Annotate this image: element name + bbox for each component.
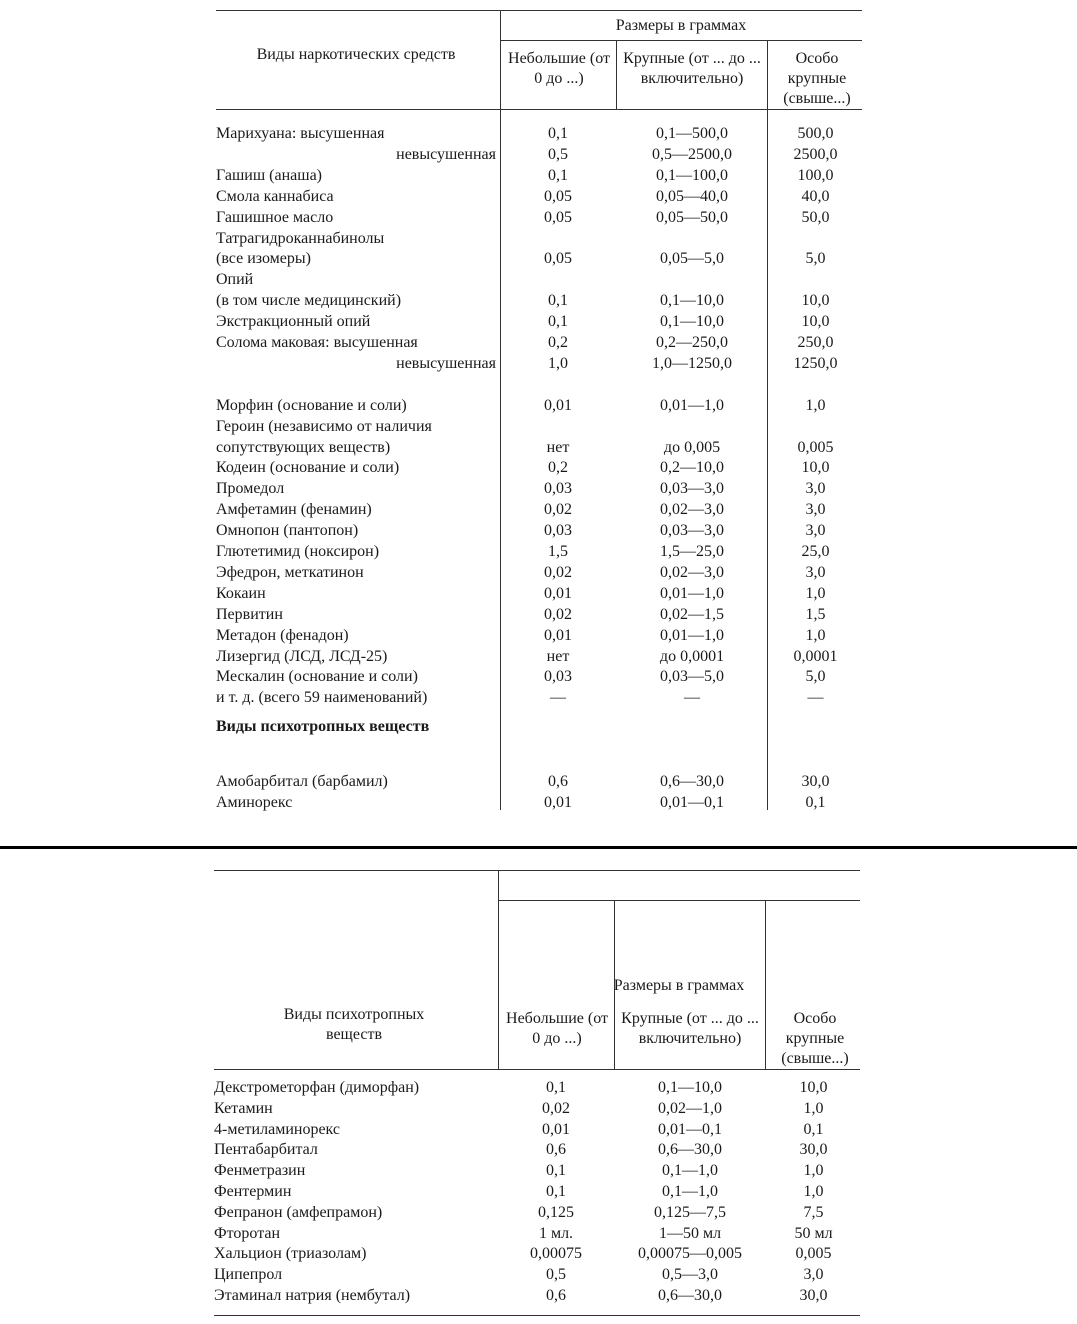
substance-name: Смола каннабиса — [216, 187, 334, 205]
table-row — [214, 1119, 860, 1140]
large-range: 0,02—1,5 — [660, 605, 724, 623]
substance-name: Гашишное масло — [216, 208, 334, 226]
small-amount: 0,6 — [548, 773, 568, 790]
substance-name: и т. д. (всего 59 наименований) — [216, 689, 428, 707]
small-amount: 0,01 — [544, 584, 572, 602]
small-amount: 0,01 — [544, 626, 572, 644]
large-range: 0,01—1,0 — [660, 584, 724, 602]
column-header-kind: Виды психотропных веществ — [283, 1006, 425, 1043]
small-amount: 0,01 — [544, 396, 572, 414]
xlarge-amount: 3,0 — [805, 501, 826, 519]
large-range: до 0,005 — [663, 438, 721, 456]
table-row — [216, 792, 862, 813]
substance-name: Амобарбитал (барбамил) — [216, 773, 388, 790]
xlarge-amount: 30,0 — [799, 1141, 828, 1159]
small-amount: 0,1 — [546, 1162, 566, 1180]
small-amount: 0,05 — [544, 208, 572, 226]
substance-name: Солома маковая: высушенная — [216, 334, 418, 351]
xlarge-amount: 1,5 — [805, 605, 826, 623]
table-row — [216, 666, 862, 687]
table-row — [216, 228, 862, 249]
table-top-rule — [214, 870, 860, 871]
small-amount: 0,02 — [544, 501, 572, 519]
table-row — [214, 1202, 860, 1223]
large-range: 0,6—30,0 — [658, 1287, 722, 1304]
large-range: 0,00075—0,005 — [638, 1245, 742, 1263]
substance-name: Пентабарбитал — [214, 1141, 318, 1159]
column-header-xlarge: Особо крупные (свыше...) — [781, 1010, 849, 1067]
table-row — [216, 165, 862, 186]
small-amount: 0,02 — [542, 1099, 570, 1117]
xlarge-amount: 30,0 — [801, 773, 830, 790]
substance-name: Эфедрон, меткатинон — [216, 563, 364, 581]
large-range: 0,1—1,0 — [662, 1183, 718, 1200]
table-row — [216, 562, 862, 583]
large-range: 0,1—500,0 — [656, 125, 728, 142]
xlarge-amount: 50,0 — [801, 208, 830, 226]
sizes-header-rule — [498, 900, 860, 901]
table-row — [214, 1181, 860, 1202]
large-range: — — [684, 689, 700, 707]
large-range: 0,03—5,0 — [660, 668, 724, 686]
xlarge-amount: 50 мл — [794, 1224, 833, 1242]
sizes-header: Размеры в граммах — [613, 977, 745, 994]
substance-name: Татрагидроканнабинолы — [216, 229, 385, 247]
narcotics-table — [216, 0, 862, 830]
xlarge-amount: — — [807, 689, 824, 707]
large-range: 0,02—3,0 — [660, 501, 724, 519]
xlarge-amount: 10,0 — [801, 459, 830, 477]
large-range: 1,0—1250,0 — [652, 354, 732, 372]
substance-name: Ципепрол — [214, 1266, 283, 1284]
xlarge-amount: 0,005 — [795, 1245, 832, 1263]
table-row — [216, 269, 862, 290]
small-amount: 0,2 — [548, 459, 568, 477]
small-amount: 1,0 — [548, 354, 568, 372]
xlarge-amount: 3,0 — [803, 1266, 824, 1284]
xlarge-amount: 40,0 — [801, 187, 830, 205]
large-range: 0,01—0,1 — [660, 793, 724, 811]
psychotropic-table — [214, 860, 860, 1324]
substance-name: Фенметразин — [214, 1162, 306, 1180]
xlarge-amount: 3,0 — [805, 480, 826, 498]
table-row — [214, 1160, 860, 1181]
large-range: до 0,0001 — [659, 647, 725, 665]
small-amount: 0,00075 — [530, 1245, 582, 1263]
small-amount: 0,1 — [546, 1183, 566, 1200]
small-amount: 0,125 — [538, 1203, 574, 1221]
substance-name: Аминорекс — [216, 793, 293, 811]
table-row — [216, 499, 862, 520]
large-range: 0,02—1,0 — [658, 1099, 722, 1117]
small-amount: 0,05 — [544, 187, 572, 205]
xlarge-amount: 10,0 — [801, 313, 830, 331]
substance-name: сопутствующих веществ) — [216, 438, 391, 456]
small-amount: 0,5 — [548, 145, 568, 163]
table-row — [216, 478, 862, 499]
header-bottom-rule — [214, 1069, 860, 1070]
substance-name: Героин (независимо от наличия — [216, 417, 432, 435]
small-amount: 0,03 — [544, 668, 572, 686]
substance-name: Марихуана: высушенная — [216, 125, 385, 142]
large-range: 0,05—40,0 — [656, 187, 728, 205]
table-row — [216, 374, 862, 395]
column-header-small: Небольшие (от 0 до ...) — [506, 1010, 608, 1047]
xlarge-amount: 1,0 — [805, 626, 826, 644]
large-range: 1,5—25,0 — [660, 543, 724, 560]
substance-name: Первитин — [216, 605, 283, 623]
small-amount: 0,6 — [546, 1141, 566, 1159]
table-row — [216, 416, 862, 437]
sizes-header: Размеры в граммах — [615, 17, 747, 34]
table-row — [216, 311, 862, 332]
column-header-large: Крупные (от ... до ... включительно) — [623, 50, 761, 87]
page-separator — [0, 846, 1077, 849]
table-row — [216, 687, 862, 708]
large-range: 0,01—1,0 — [660, 626, 724, 644]
substance-name: Лизергид (ЛСД, ЛСД-25) — [216, 647, 388, 665]
xlarge-amount: 10,0 — [799, 1079, 828, 1096]
table-row — [216, 353, 862, 374]
column-header-xlarge: Особо крупные (свыше...) — [783, 50, 851, 107]
table-row — [216, 625, 862, 646]
small-amount: 0,1 — [548, 166, 568, 184]
small-amount: 0,03 — [544, 522, 572, 540]
large-range: 0,03—3,0 — [660, 480, 724, 498]
large-range: 0,5—2500,0 — [652, 145, 732, 163]
substance-name: Амфетамин (фенамин) — [216, 501, 372, 519]
column-header-small: Небольшие (от 0 до ...) — [508, 50, 610, 87]
substance-name: Глютетимид (ноксирон) — [216, 543, 380, 560]
small-amount: 0,1 — [548, 292, 568, 310]
large-range: 0,6—30,0 — [660, 773, 724, 790]
table-row — [214, 1223, 860, 1244]
substance-name: (в том числе медицинский) — [216, 292, 402, 310]
table-row — [216, 186, 862, 207]
xlarge-amount: 1,0 — [805, 584, 826, 602]
table-row — [214, 1285, 860, 1306]
substance-name: Морфин (основание и соли) — [216, 396, 407, 414]
substance-name: Метадон (фенадон) — [216, 626, 349, 644]
large-range: 0,1—10,0 — [660, 313, 724, 331]
table-top-rule — [216, 10, 862, 11]
table-row — [216, 207, 862, 228]
substance-name: Хальцион (триазолам) — [214, 1245, 367, 1263]
table-row — [216, 604, 862, 625]
substance-name: Фентермин — [214, 1183, 292, 1200]
small-amount: 1 мл. — [538, 1224, 574, 1242]
xlarge-amount: 500,0 — [797, 125, 834, 142]
substance-name: Фторотан — [214, 1224, 281, 1242]
xlarge-amount: 3,0 — [805, 522, 826, 540]
substance-name: Экстракционный опий — [216, 313, 371, 331]
large-range: 0,6—30,0 — [658, 1141, 722, 1159]
xlarge-amount: 5,0 — [805, 250, 826, 268]
table-row — [216, 457, 862, 478]
small-amount: нет — [546, 647, 570, 665]
table-row — [216, 332, 862, 353]
xlarge-amount: 1,0 — [805, 396, 826, 414]
large-range: 0,01—1,0 — [660, 396, 724, 414]
table-row — [214, 1077, 860, 1098]
xlarge-amount: 25,0 — [801, 543, 830, 560]
xlarge-amount: 250,0 — [797, 334, 834, 351]
xlarge-amount: 3,0 — [805, 563, 826, 581]
column-header-large: Крупные (от ... до ... включительно) — [621, 1010, 759, 1047]
large-range: 0,1—10,0 — [660, 292, 724, 310]
small-amount: 0,03 — [544, 480, 572, 498]
xlarge-amount: 30,0 — [799, 1287, 828, 1304]
table-row — [214, 1264, 860, 1285]
substance-name: Кодеин (основание и соли) — [216, 459, 400, 477]
substance-name: Омнопон (пантопон) — [216, 522, 359, 540]
small-amount: нет — [546, 438, 570, 456]
small-amount: 1,5 — [548, 543, 568, 560]
xlarge-amount: 0,1 — [803, 1120, 824, 1138]
large-range: 0,03—3,0 — [660, 522, 724, 540]
table-row — [216, 395, 862, 416]
substance-name: (все изомеры) — [216, 250, 311, 268]
substance-name: Фепранон (амфепрамон) — [214, 1203, 383, 1221]
xlarge-amount: 0,0001 — [793, 647, 838, 665]
table-row — [216, 520, 862, 541]
substance-name: невысушенная — [396, 354, 496, 372]
substance-name: Декстрометорфан (диморфан) — [214, 1079, 420, 1096]
table-row — [216, 248, 862, 269]
xlarge-amount: 0,005 — [797, 438, 834, 456]
small-amount: 0,1 — [546, 1079, 566, 1096]
small-amount: 0,02 — [544, 605, 572, 623]
small-amount: 0,02 — [544, 563, 572, 581]
xlarge-amount: 5,0 — [805, 668, 826, 686]
large-range: 1—50 мл — [658, 1224, 722, 1242]
table-row — [216, 771, 862, 792]
small-amount: 0,01 — [544, 793, 572, 811]
xlarge-amount: 7,5 — [803, 1203, 824, 1221]
table-row — [216, 123, 862, 144]
substance-name: Мескалин (основание и соли) — [216, 668, 418, 686]
small-amount: 0,6 — [546, 1287, 566, 1304]
col-divider-1 — [498, 870, 499, 1070]
table-row — [214, 1243, 860, 1264]
large-range: 0,2—250,0 — [656, 334, 728, 351]
large-range: 0,1—100,0 — [656, 166, 728, 184]
large-range: 0,1—1,0 — [662, 1162, 718, 1180]
large-range: 0,05—5,0 — [660, 250, 724, 268]
xlarge-amount: 1250,0 — [793, 354, 838, 372]
col-divider-2 — [616, 40, 617, 110]
small-amount: 0,1 — [548, 125, 568, 142]
table-row — [216, 541, 862, 562]
table-psychotropic-section — [0, 860, 1077, 1324]
substance-name: Опий — [216, 271, 254, 289]
large-range: 0,05—50,0 — [656, 208, 728, 226]
large-range: 0,01—0,1 — [658, 1120, 722, 1138]
substance-name: Кокаин — [216, 584, 266, 602]
small-amount: 0,2 — [548, 334, 568, 351]
small-amount: 0,5 — [546, 1266, 566, 1284]
large-range: 0,1—10,0 — [658, 1079, 722, 1096]
column-header-kind: Виды наркотических средств — [256, 46, 456, 63]
substance-name: Этаминал натрия (нембутал) — [214, 1287, 411, 1304]
xlarge-amount: 1,0 — [803, 1183, 824, 1200]
xlarge-amount: 100,0 — [797, 166, 834, 184]
header-bottom-rule — [216, 109, 862, 110]
substance-name: Гашиш (анаша) — [216, 166, 322, 184]
table-row — [214, 1139, 860, 1160]
small-amount: — — [550, 689, 566, 707]
large-range: 0,125—7,5 — [654, 1203, 726, 1221]
xlarge-amount: 10,0 — [801, 292, 830, 310]
xlarge-amount: 0,1 — [805, 793, 826, 811]
table-row — [214, 1098, 860, 1119]
table-row — [216, 646, 862, 667]
small-amount: 0,01 — [542, 1120, 570, 1138]
small-amount: 0,05 — [544, 250, 572, 268]
xlarge-amount: 2500,0 — [793, 145, 838, 163]
table-row — [216, 290, 862, 311]
small-amount: 0,1 — [548, 313, 568, 331]
large-range: 0,02—3,0 — [660, 563, 724, 581]
sizes-header-rule — [500, 40, 862, 41]
large-range: 0,5—3,0 — [662, 1266, 718, 1284]
substance-name: 4-метиламинорекс — [214, 1120, 341, 1138]
substance-name: невысушенная — [396, 145, 496, 163]
table-row — [216, 583, 862, 604]
large-range: 0,2—10,0 — [660, 459, 724, 477]
xlarge-amount: 1,0 — [803, 1162, 824, 1180]
table-row — [216, 437, 862, 458]
table-row — [216, 144, 862, 165]
substance-name: Промедол — [216, 480, 285, 498]
xlarge-amount: 1,0 — [803, 1099, 824, 1117]
substance-name: Кетамин — [214, 1099, 273, 1117]
table-bottom-rule — [214, 1315, 860, 1316]
section-title-psychotropic: Виды психотропных веществ — [216, 718, 430, 736]
